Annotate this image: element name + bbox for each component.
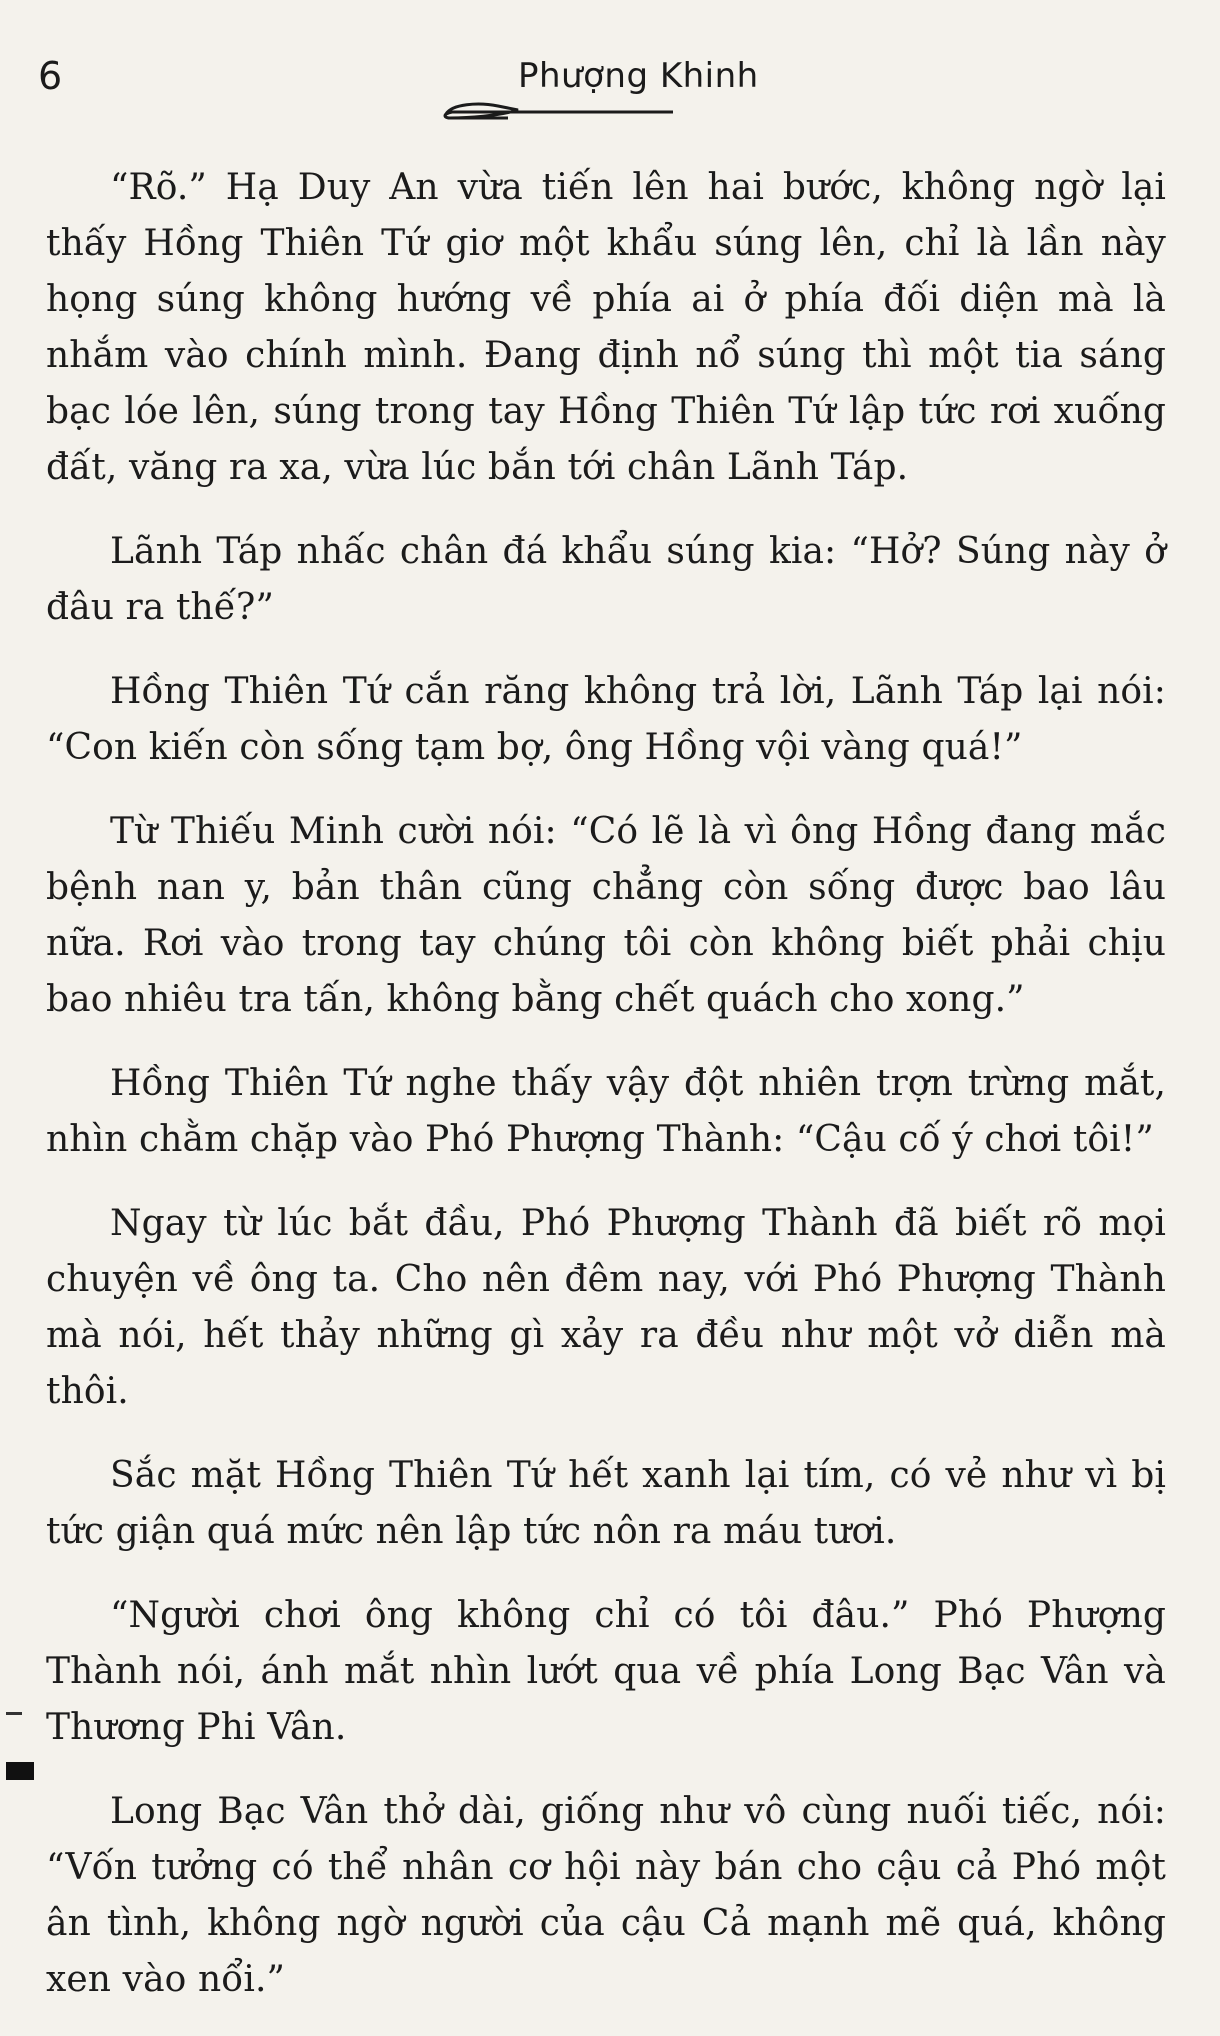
body-text (46, 160, 1166, 2036)
paragraph: Lãnh Táp nhấc chân đá khẩu súng kia: “Hở? Súng này ở đâu ra thế?” (46, 531, 1166, 628)
page-number: 6 (38, 54, 64, 98)
paragraph: “Người chơi ông không chỉ có tôi đâu.” Phó Phượng Thành nói, ánh mắt nhìn lướt qua về phía Long Bạc Vân và Thương Phi Vân. (46, 1595, 1166, 1748)
running-title: Phượng Khinh (518, 56, 759, 96)
paragraph: Long Bạc Vân thở dài, giống như vô cùng nuối tiếc, nói: “Vốn tưởng có thể nhân cơ hội này bán cho cậu cả Phó một ân tình, không ngờ người của cậu Cả mạnh mẽ quá, không xen vào nổi.” (46, 1791, 1166, 2000)
paragraph: Từ Thiếu Minh cười nói: “Có lẽ là vì ông Hồng đang mắc bệnh nan y, bản thân cũng chẳng còn sống được bao lâu nữa. Rơi vào trong tay chúng tôi còn không biết phải chịu bao nhiêu tra tấn, không bằng chết quách cho xong.” (46, 811, 1166, 1020)
paragraph: Ngay từ lúc bắt đầu, Phó Phượng Thành đã biết rõ mọi chuyện về ông ta. Cho nên đêm nay, với Phó Phượng Thành mà nói, hết thảy những gì xảy ra đều như một vở diễn mà thôi. (46, 1203, 1166, 1412)
paragraph: Hồng Thiên Tứ nghe thấy vậy đột nhiên trợn trừng mắt, nhìn chằm chặp vào Phó Phượng Thành: “Cậu cố ý chơi tôi!” (46, 1063, 1166, 1160)
paragraph: Hồng Thiên Tứ cắn răng không trả lời, Lãnh Táp lại nói: “Con kiến còn sống tạm bợ, ông Hồng vội vàng quá!” (46, 671, 1166, 768)
scan-edge-mark (6, 1712, 22, 1715)
scan-edge-mark (6, 1762, 34, 1780)
paragraph: “Rõ.” Hạ Duy An vừa tiến lên hai bước, không ngờ lại thấy Hồng Thiên Tứ giơ một khẩu súng lên, chỉ là lần này họng súng không hướng về phía ai ở phía đối diện mà là nhắm vào chính mình. Đang định nổ súng thì một tia sáng bạc lóe lên, súng trong tay Hồng Thiên Tứ lập tức rơi xuống đất, văng ra xa, vừa lúc bắn tới chân Lãnh Táp. (46, 167, 1166, 488)
paragraph: Sắc mặt Hồng Thiên Tứ hết xanh lại tím, có vẻ như vì bị tức giận quá mức nên lập tức nôn ra máu tươi. (46, 1455, 1166, 1552)
page-header (38, 54, 1188, 124)
